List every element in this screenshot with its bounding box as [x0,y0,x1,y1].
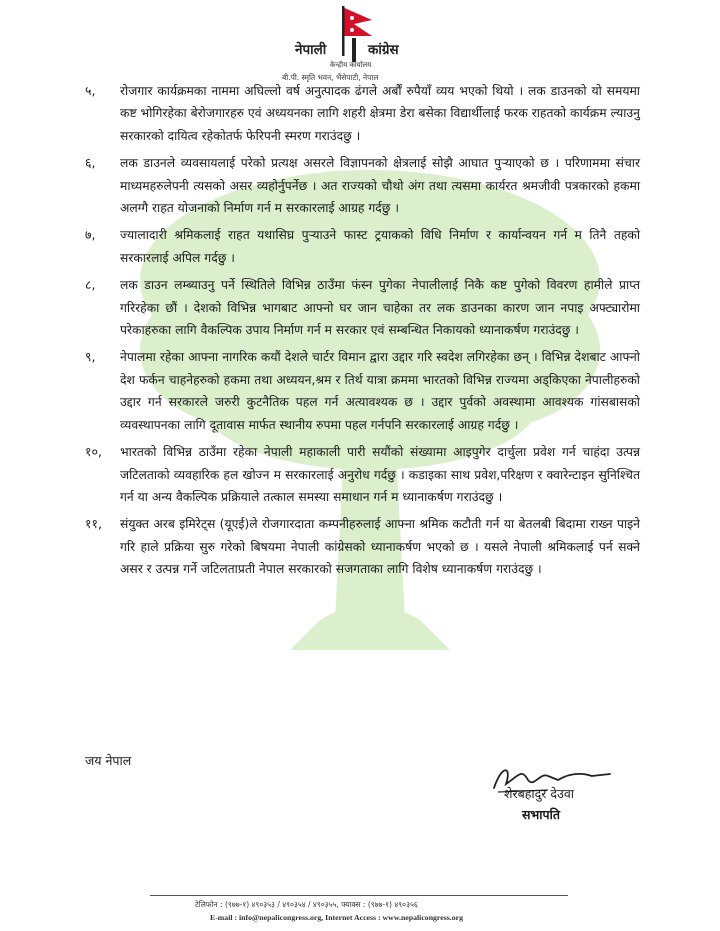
org-name-right: कांग्रेस [368,42,399,58]
list-item [0,441,720,508]
item-text: भारतको विभिन्न ठाउँमा रहेका नेपाली महाकाली पारी सयौंको संख्यामा आइपुगेर दार्चुला प्रवेश गर्न चाहंदा उत्पन्न जटिलताको व्यवहारिक हल खोज्न म सरकारलाई अनुरोध गर्दछु । कडाइका साथ प्रवेश,परिक्षण र क्वारेन्टाइन सुनिश्चित गर्न या अन्य वैकल्पिक प्रक्रियाले तत्काल समस्या समाधान गर्न म ध्यानाकर्षण गराउंदछु । [120,445,640,504]
item-number: ९, [85,349,96,365]
item-number: १०, [85,444,102,460]
signer-name: शेरबहादुर देउवा [504,786,575,801]
item-number: ७, [85,227,96,243]
item-number: ८, [85,277,96,293]
list-item [0,80,720,147]
item-text: नेपालमा रहेका आफ्ना नागरिक कयौं देशले चार्टर विमान द्वारा उद्दार गरि स्वदेश लगिरहेका छन् । विभिन्न देशबाट आफ्नो देश फर्कन चाहनेहरुको हकमा तथा अध्ययन,श्रम र तिर्थ यात्रा क्रममा भारतको विभिन्न राज्यमा अड्किएका नेपालीहरुको उद्दार गर्न सरकारले जरुरी कुटनैतिक पहल गर्न अत्यावश्यक छ । उद्दार पुर्वको अवस्थामा आवश्यक गांसबासको व्यवस्थापनका लागि दूतावास मार्फत स्थानीय रुपमा पहल गर्नपनि सरकारलाई आग्रह गर्दछु । [120,350,640,432]
item-text: संयुक्त अरब इमिरेट्स (यूएई)ले रोजगारदाता कम्पनीहरुलाई आफ्ना श्रमिक कटौती गर्न या बेतलबी बिदामा राख्न पाइने गरि हाले प्रक्रिया सुरु गरेको बिषयमा नेपाली कांग्रेसको ध्यानाकर्षण भएको छ । यसले नेपाली श्रमिकलाई पर्न सक्ने असर र उत्पन्न गर्ने जटिलताप्रती नेपाल सरकारको सजगताका लागि विशेष ध्यानाकर्षण गराउंदछु । [120,517,640,577]
item-number: ६, [85,155,96,171]
footer-contact: E-mail : info@nepalicongress.org, Internet Access : www.nepalicongress.org [210,913,463,922]
list-item [0,152,720,219]
statement-list [0,80,720,586]
list-item [0,224,720,269]
footer-divider [150,895,568,896]
signer-title: सभापति [522,807,560,822]
item-text: ज्यालादारी श्रमिकलाई राहत यथासिघ्र पुऱ्याउने फास्ट ट्रयाकको विधि निर्माण र कार्यान्वयन गर्न म तिनै तहको सरकारलाई अपिल गर्दछु । [120,228,640,265]
office-address: बी.पी. स्मृति भवन, भैंसेपाटी, नेपाल [282,73,379,82]
list-item [0,513,720,580]
org-name-left: नेपाली [295,42,327,58]
office-label: केन्द्रीय कार्यालय [330,61,372,69]
list-item [0,274,720,341]
closing-salutation: जय नेपाल [85,753,132,768]
item-number: ५, [85,83,96,98]
item-text: रोजगार कार्यक्रमका नाममा अघिल्लो वर्ष अनुत्पादक ढंगले अर्बौं रुपैयाँ व्यय भएको थियो । लक डाउनको यो समयमा कष्ट भोगिरहेका बेरोजगारहरु एवं अध्ययनका लागि शहरी क्षेत्रमा डेरा बसेका विद्यार्थीलाई फरक राहतको कार्यक्रम ल्याउनु सरकारको दायित्व रहेकोतर्फ फेरिपनी स्मरण गराउंदछु । [120,84,640,143]
footer-phone: टेलिफोन : (९७७-१) ४९०३५३ / ४९०३५४ / ४९०३५५, फ्याक्स : (९७७-१) ४९०३५६ [195,900,418,909]
item-text: लक डाउन लम्ब्याउनु पर्ने स्थितिले विभिन्न ठाउँमा फंस्न पुगेका नेपालीलाई निकै कष्ट पुगेको विवरण हामीले प्राप्त गरिरहेका छौं । देशको विभिन्न भागबाट आफ्नो घर जान चाहेका तर लक डाउनका कारण जान नपाइ अफ्ट्यारोमा परेकाहरुका लागि वैकल्पिक उपाय निर्माण गर्न म सरकार एवं सम्बन्धित निकायको ध्यानाकर्षण गराउंदछु । [120,278,640,338]
item-number: ११, [85,516,102,532]
item-text: लक डाउनले व्यवसायलाई परेको प्रत्यक्ष असरले विज्ञापनको क्षेत्रलाई सोझै आघात पुऱ्याएको छ । परिणाममा संचार माध्यमहरुलेपनी त्यसको असर व्यहोर्नुपर्नेछ । अत राज्यको चौथो अंग तथा त्यसमा कार्यरत श्रमजीवी पत्रकारको हकमा अलग्गै राहत योजनाको निर्माण गर्न म सरकारलाई आग्रह गर्दछु । [120,156,640,216]
org-name-divider [352,38,356,62]
list-item [0,346,720,436]
